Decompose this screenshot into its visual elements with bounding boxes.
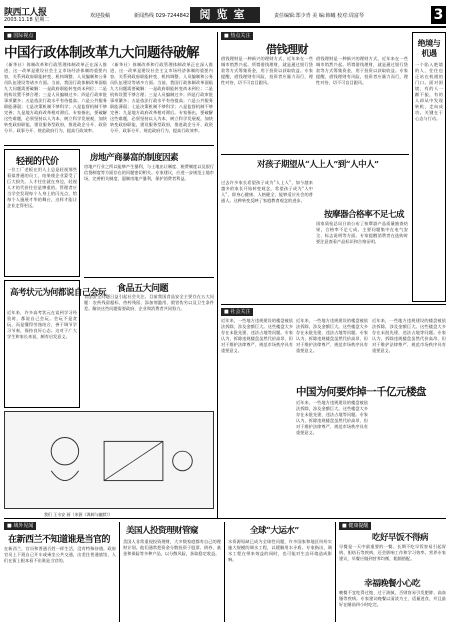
article-headline: 中国为何要炸掉一千亿元楼盘 (296, 386, 426, 398)
article-body-col1: 过去许多家长希望孩子成为“人上人”，如今越来越多的家长开始转变观念，希望孩子成为“人中人”，即身心健康、人格健全、能够适应社会的普通人。这种转变反映了家庭教育观念的进步。 (221, 180, 313, 203)
section-tag: ■ 国际视点 (4, 32, 36, 40)
article-body: 一个陷入绝境的人，往往也正站在机遇的门口。面对困境，有的人一蹶不振，有的人却从中发现转机，走向成功。关键在于心态与行动。 (415, 62, 443, 121)
newspaper-page (4, 4, 446, 624)
article-headline: 吃好早饭不得病 (372, 533, 429, 543)
cartoon-illustration (4, 411, 214, 509)
lead-body-col1: （新华社）体制改革和行政管理体制改革正在深入推进，这一改革是建设社会主义市场经济体制的重要内容，关系到政府职能转变、机构调整、人员编制和公务员队伍建设等诸多方面。当前，我国行政体制改革面临九大问题需要破解：一是政府职能转变尚未到位；二是机构设置不够合理；三是人员编制过多；四是行政审批事项繁多；五是依法行政水平有待提高；六是公共服务职能薄弱；七是决策机制不够科学；八是监督机制不够完善；九是地方政府改革相对滞后。专家指出，要破解这些难题，必须坚持以人为本，树立科学发展观，加快转变政府职能，建设服务型政府，推进政企分开、政资分开、政事分开，规范政府行为，提高行政效率。 (4, 62, 107, 133)
article-body: 国家质检总局日前公布了按摩器产品质量抽查结果，合格率不足七成。主要问题集中在电气安全、标志说明等方面。专家提醒消费者在选购时要注意查看产品标识和合格证明。 (316, 221, 408, 244)
section-tag: ■ 社会关注 (221, 308, 253, 316)
article-body: 一位工厂老板在用人上总是轻视那些看似普通的员工，结果使企业蒙受了巨大损失。人才往往就在身边，轻视人才的代价往往是惨重的。管理者应当学会发现每个人身上的闪光点，给每个人施展才华的舞台，这样才能让企业走得更远。 (7, 167, 77, 208)
masthead (4, 4, 446, 28)
article-body-col2: 借钱理财是一种新兴的理财方式，近年来在一些城市悄然兴起。所谓借钱理财，就是通过银行贷款等方式筹集资金，用于投资以获取收益。专家提醒，借钱理财有风险，投资者应量力而行，理性对待，切不可盲目跟风。 (316, 56, 408, 85)
article-body: 晚餐不宜吃得过饱、过于油腻，否则容易引发肥胖、高血脂等疾病。专家建议晚餐以清淡为主，适量进食，并且最好在睡前四小时吃完。 (339, 590, 446, 607)
article-body-col4: 近年来，一些地方违规建设的楼盘被依法拆除，涉及金额巨大。这些楼盘大多存在未批先建、违法占地等问题。专家认为，拆除违规楼盘虽然代价高昂，但对于维护法律尊严、规范市场秩序具有重要意义。 (372, 318, 446, 353)
article-headline: 食品五大问题 (117, 284, 169, 294)
column-divider (217, 32, 218, 518)
newspaper-logo: 陕西工人报 (4, 8, 47, 18)
cartoon-caption: 我们 王水安 画（来源《讽刺与幽默》） (44, 512, 113, 517)
article-headline: 房地产商暴富的制度因素 (90, 153, 179, 163)
cartoon-drawing (5, 412, 213, 508)
section-tag: ■ 健康提醒 (339, 522, 371, 530)
article-headline: 高考状元为何都说自己会玩 (10, 288, 107, 298)
page-number: 3 (431, 6, 446, 24)
article-headline: 对孩子期望从“人上人”到“人中人” (257, 160, 379, 170)
article-body-col3: 近年来，一些地方违规建设的楼盘被依法拆除，涉及金额巨大。这些楼盘大多存在未批先建、违法占地等问题。专家认为，拆除违规楼盘虽然代价高昂，但对于维护法律尊严、规范市场秩序具有重要意义。 (296, 400, 368, 435)
divider (221, 154, 409, 155)
divider (4, 145, 214, 146)
divider (4, 518, 446, 519)
lead-headline: 中国行政体制改革九大问题待破解 (4, 45, 199, 61)
issue-date: 2003.11.18 星期二 (4, 17, 50, 23)
hotline: 新闻热线 029-7244842 (134, 13, 190, 19)
column-divider (224, 522, 225, 622)
divider (221, 304, 446, 305)
article-body: 水资源短缺已成为全球性问题，许多国家和地区纷纷实施大规模的调水工程，以缓解用水矛盾。专家指出，调水工程在带来效益的同时，也可能对生态环境造成影响。 (228, 539, 332, 562)
article-body: 在新西兰，官员和普通百姓一样生活，没有特殊待遇。政府官员上下班自己开车或乘坐公共交通，出差住普通旅馆，人们在街上根本看不出谁是当官的。 (4, 546, 116, 563)
article-headline: 绝境与机遇 (417, 38, 441, 58)
article-body: 早餐是一天中最重要的一餐。长期不吃早饭容易引起胃病、胆结石等疾病，还会影响工作和学习效率。营养专家建议，早餐应做到营养均衡，粗细搭配。 (339, 544, 446, 561)
divider (84, 277, 214, 278)
article-headline: 在新西兰不知道谁是当官的 (8, 535, 111, 545)
article-body: 美国人非常重视投资理财，大多数家庭都有自己的理财计划。他们通常把资金分散投资于股票、债券、基金和保险等多种产品，以分散风险，获取稳定收益。 (123, 539, 221, 556)
article-headline: 借钱理财 (266, 43, 308, 56)
contribution-note: 欢迎投稿 (90, 13, 111, 19)
lead-body-col2: （新华社）体制改革和行政管理体制改革正在深入推进，这一改革是建设社会主义市场经济体制的重要内容，关系到政府职能转变、机构调整、人员编制和公务员队伍建设等诸多方面。当前，我国行政体制改革面临九大问题需要破解：一是政府职能转变尚未到位；二是机构设置不够合理；三是人员编制过多；四是行政审批事项繁多；五是依法行政水平有待提高；六是公共服务职能薄弱；七是决策机制不够科学；八是监督机制不够完善；九是地方政府改革相对滞后。专家指出，要破解这些难题，必须坚持以人为本，树立科学发展观，加快转变政府职能，建设服务型政府，推进政企分开、政资分开、政事分开，规范政府行为，提高行政效率。 (110, 62, 213, 133)
article-body-col1: 借钱理财是一种新兴的理财方式，近年来在一些城市悄然兴起。所谓借钱理财，就是通过银行贷款等方式筹集资金，用于投资以获取收益。专家提醒，借钱理财有风险，投资者应量力而行，理性对待，切不可盲目跟风。 (221, 56, 313, 85)
column-divider (119, 522, 120, 622)
article-headline: 全球“大运水” (250, 526, 299, 536)
article-body: 食品安全问题日益引起社会关注。目前我国食品安全主要存在五大问题：农药残留超标、兽药残留、添加剂滥用、假冒伪劣以及卫生条件差。解决这些问题需要政府、企业和消费者共同努力。 (84, 294, 214, 311)
article-body-col2: 近年来，一些地方违规建设的楼盘被依法拆除，涉及金额巨大。这些楼盘大多存在未批先建、违法占地等问题。专家认为，拆除违规楼盘虽然代价高昂，但对于维护法律尊严、规范市场秩序具有重要意义。 (296, 318, 368, 353)
article-body-col1: 近年来，一些地方违规建设的楼盘被依法拆除，涉及金额巨大。这些楼盘大多存在未批先建、违法占地等问题。专家认为，拆除违规楼盘虽然代价高昂，但对于维护法律尊严、规范市场秩序具有重要意义。 (221, 318, 293, 353)
section-title: 阅览室 (190, 7, 260, 23)
article-headline: 幸福晚餐小心吃 (364, 579, 421, 589)
article-headline: 按摩器合格率不足七成 (324, 210, 405, 220)
section-tag: ■ 域外见闻 (4, 522, 36, 530)
section-tag: ■ 热点关注 (221, 32, 253, 40)
article-body: 房地产行业之所以能够产生暴利，与土地出让制度、税费制度以及银行信贷制度等方面存在的问题密切相关。专家建议，应进一步规范土地市场，完善相关制度，遏制房地产暴利，保护消费者利益。 (84, 164, 214, 181)
editor-credits: 责任编辑:郑少青 美 编:韩曦 校对:周富琴 (274, 13, 364, 19)
article-headline: 美国人投资理财管窥 (126, 526, 199, 536)
article-body: 近年来，许多高考状元在谈到学习经验时，都说自己会玩。会玩不是贪玩，而是懂得劳逸结合，善于调节学习节奏，保持良好心态。这对于广大学生和家长来说，颇有启发意义。 (7, 310, 77, 339)
column-divider (335, 522, 336, 622)
article-headline: 轻视的代价 (16, 157, 59, 167)
